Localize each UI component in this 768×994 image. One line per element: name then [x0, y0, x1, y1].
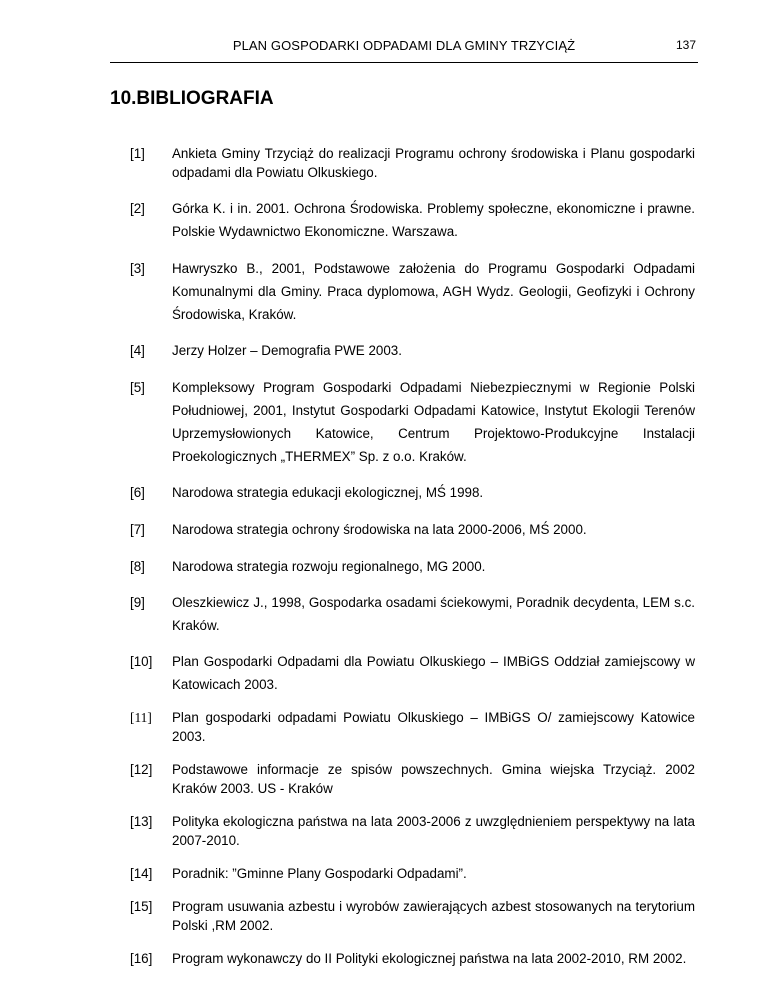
bib-number: [8] [130, 559, 145, 574]
bib-number: [5] [130, 380, 145, 395]
header-title: PLAN GOSPODARKI ODPADAMI DLA GMINY TRZYCIĄŻ [232, 38, 576, 53]
bib-entry-14 [130, 864, 695, 883]
bib-text: Program wykonawczy do II Polityki ekologicznej państwa na lata 2002-2010, RM 2002. [172, 951, 687, 966]
bib-number: [14] [130, 866, 153, 881]
bib-number: [4] [130, 343, 145, 358]
bib-number: [12] [130, 762, 153, 777]
bib-entry-7 [130, 518, 695, 541]
bib-entry-8 [130, 555, 695, 578]
bib-text: Poradnik: ”Gminne Plany Gospodarki Odpadami”. [172, 866, 467, 881]
bib-text: Hawryszko B., 2001, Podstawowe założenia do Programu Gospodarki Odpadami Komunalnymi dla Gminy. Praca dyplomowa, AGH Wydz. Geologii, Geofizyki i Ochrony Środowiska, Kraków. [172, 261, 695, 322]
bib-text: Jerzy Holzer – Demografia PWE 2003. [172, 343, 402, 358]
bib-number: [11] [130, 710, 152, 725]
bib-text: Narodowa strategia ochrony środowiska na lata 2000-2006, MŚ 2000. [172, 522, 587, 537]
bib-number: [3] [130, 261, 145, 276]
bib-number: [10] [130, 654, 153, 669]
bib-number: [2] [130, 201, 145, 216]
bib-number: [16] [130, 951, 153, 966]
bib-text: Polityka ekologiczna państwa na lata 2003-2006 z uwzględnieniem perspektywy na lata 2007-2010. [172, 814, 695, 848]
bib-entry-4 [130, 339, 695, 362]
bib-text: Plan gospodarki odpadami Powiatu Olkuskiego – IMBiGS O/ zamiejscowy Katowice 2003. [172, 710, 695, 744]
bib-entry-15 [130, 897, 695, 935]
bib-text: Program usuwania azbestu i wyrobów zawierających azbest stosowanych na terytorium Polski ,RM 2002. [172, 899, 695, 933]
bib-number: [6] [130, 485, 145, 500]
bib-text: Narodowa strategia rozwoju regionalnego, MG 2000. [172, 559, 486, 574]
bib-text: Narodowa strategia edukacji ekologicznej, MŚ 1998. [172, 485, 484, 500]
bib-text: Podstawowe informacje ze spisów powszechnych. Gmina wiejska Trzyciąż. 2002 Kraków 2003. US - Kraków [172, 762, 695, 796]
bib-entry-10 [130, 650, 695, 696]
bib-number: [15] [130, 899, 153, 914]
bib-entry-13 [130, 812, 695, 850]
bib-entry-12 [130, 760, 695, 798]
bib-entry-1 [130, 144, 695, 182]
bib-number: [7] [130, 522, 145, 537]
bib-text: Górka K. i in. 2001. Ochrona Środowiska. Problemy społeczne, ekonomiczne i prawne. Polskie Wydawnictwo Ekonomiczne. Warszawa. [172, 201, 695, 239]
bibliography-list [130, 144, 695, 968]
bib-number: [13] [130, 814, 153, 829]
bib-entry-6 [130, 481, 695, 504]
section-title: 10.BIBLIOGRAFIA [110, 88, 274, 109]
bib-text: Plan Gospodarki Odpadami dla Powiatu Olkuskiego – IMBiGS Oddział zamiejscowy w Katowicach 2003. [172, 654, 695, 692]
bib-entry-11 [130, 708, 695, 746]
bib-entry-9 [130, 591, 695, 637]
bib-text: Oleszkiewicz J., 1998, Gospodarka osadami ściekowymi, Poradnik decydenta, LEM s.c. Kraków. [172, 595, 695, 633]
page-number: 137 [675, 38, 696, 52]
bib-entry-16 [130, 949, 695, 968]
bib-entry-5 [130, 376, 695, 468]
page-header [110, 38, 698, 63]
bib-number: [1] [130, 146, 145, 161]
bib-entry-2 [130, 197, 695, 243]
bib-text: Kompleksowy Program Gospodarki Odpadami Niebezpiecznymi w Regionie Polski Południowej, 2001, Instytut Gospodarki Odpadami Katowice, Instytut Ekologii Terenów Uprzemysłowionych Katowice, Centrum Projektowo-Produkcyjne Instalacji Proekologicznych „THERMEX” Sp. z o.o. Kraków. [172, 380, 695, 464]
bib-entry-3 [130, 257, 695, 326]
bib-number: [9] [130, 595, 145, 610]
bib-text: Ankieta Gminy Trzyciąż do realizacji Programu ochrony środowiska i Planu gospodarki odpadami dla Powiatu Olkuskiego. [172, 146, 695, 180]
